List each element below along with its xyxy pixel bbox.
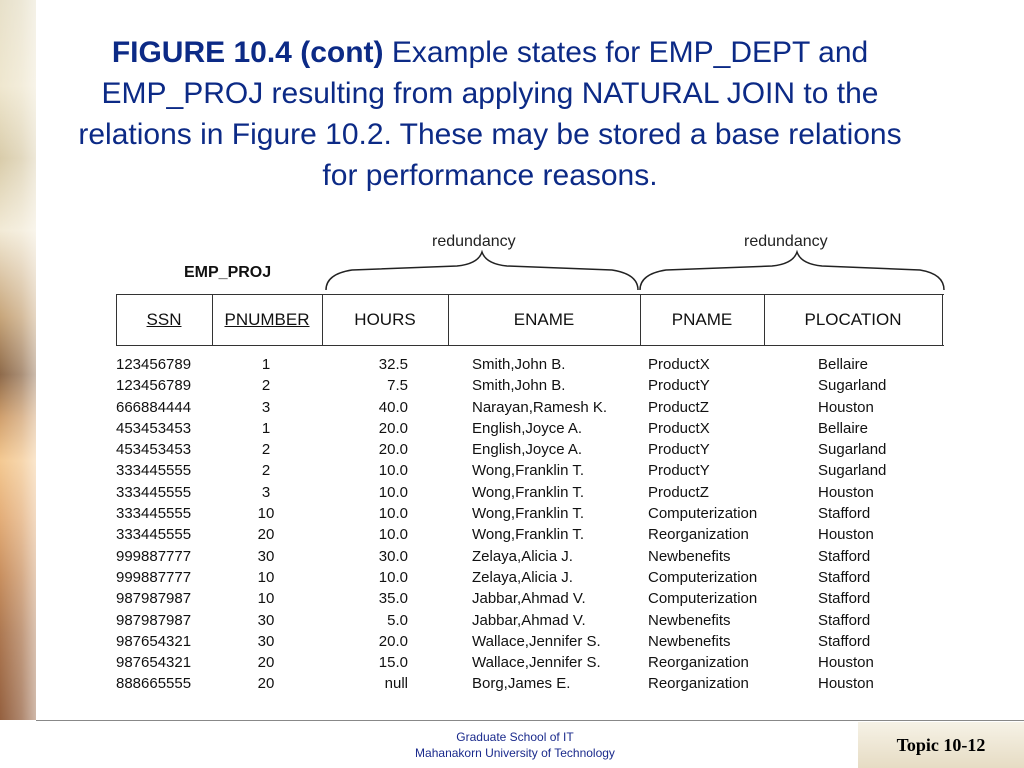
cell-ssn: 987654321 xyxy=(116,654,192,672)
cell-ssn: 999887777 xyxy=(116,547,192,565)
redundancy-label-right: redundancy xyxy=(744,233,828,250)
cell-ename: Narayan,Ramesh K. xyxy=(472,398,608,416)
cell-pnumber: 10 xyxy=(257,505,275,523)
cell-plocation: Stafford xyxy=(818,547,871,565)
cell-ename: English,Joyce A. xyxy=(472,419,583,437)
table-body xyxy=(112,354,952,695)
cell-ssn: 333445555 xyxy=(116,526,192,544)
table-row xyxy=(112,397,952,418)
cell-pname: Computerization xyxy=(648,590,758,608)
cell-plocation: Stafford xyxy=(818,611,871,629)
cell-hours: 7.5 xyxy=(387,377,408,395)
cell-hours: null xyxy=(384,675,408,693)
cell-pname: Reorganization xyxy=(648,654,749,672)
cell-ssn: 888665555 xyxy=(116,675,192,693)
column-header-ssn: SSN xyxy=(146,310,182,329)
cell-pnumber: 30 xyxy=(257,632,275,650)
cell-hours: 30.0 xyxy=(378,547,408,565)
cell-pnumber: 10 xyxy=(257,568,275,586)
cell-pnumber: 1 xyxy=(261,419,271,437)
cell-hours: 10.0 xyxy=(378,483,408,501)
column-header-ename: ENAME xyxy=(513,310,575,329)
cell-hours: 20.0 xyxy=(378,441,408,459)
cell-ename: Jabbar,Ahmad V. xyxy=(472,611,586,629)
table-row xyxy=(112,631,952,652)
cell-pname: Computerization xyxy=(648,505,758,523)
cell-pnumber: 20 xyxy=(257,654,275,672)
table-row xyxy=(112,482,952,503)
table-row xyxy=(112,567,952,588)
figure-label: FIGURE 10.4 (cont) xyxy=(111,36,384,69)
cell-pnumber: 10 xyxy=(257,590,275,608)
footer-divider xyxy=(36,720,1024,721)
table-row xyxy=(112,375,952,396)
cell-pname: Newbenefits xyxy=(648,547,731,565)
column-header-pname: PNAME xyxy=(671,310,733,329)
cell-plocation: Stafford xyxy=(818,632,871,650)
cell-hours: 35.0 xyxy=(378,590,408,608)
table-row xyxy=(112,460,952,481)
cell-ename: Zelaya,Alicia J. xyxy=(472,547,573,565)
cell-ssn: 666884444 xyxy=(116,398,192,416)
cell-pname: ProductY xyxy=(648,377,710,395)
cell-ename: Jabbar,Ahmad V. xyxy=(472,590,586,608)
cell-pnumber: 3 xyxy=(261,483,271,501)
cell-plocation: Houston xyxy=(818,398,874,416)
table-row xyxy=(112,546,952,567)
table-row xyxy=(112,418,952,439)
cell-ename: Zelaya,Alicia J. xyxy=(472,568,573,586)
cell-hours: 10.0 xyxy=(378,505,408,523)
cell-ssn: 123456789 xyxy=(116,377,192,395)
cell-pnumber: 1 xyxy=(261,356,271,373)
cell-ssn: 453453453 xyxy=(116,441,192,459)
cell-plocation: Houston xyxy=(818,675,874,693)
cell-plocation: Stafford xyxy=(818,568,871,586)
cell-plocation: Bellaire xyxy=(818,356,869,373)
cell-ssn: 123456789 xyxy=(116,356,192,373)
cell-ssn: 333445555 xyxy=(116,462,192,480)
cell-ssn: 333445555 xyxy=(116,505,192,523)
cell-ssn: 999887777 xyxy=(116,568,192,586)
cell-ename: Wong,Franklin T. xyxy=(472,526,584,544)
cell-pname: Computerization xyxy=(648,568,758,586)
cell-ename: English,Joyce A. xyxy=(472,441,583,459)
cell-hours: 20.0 xyxy=(378,419,408,437)
cell-plocation: Sugarland xyxy=(818,462,887,480)
cell-ename: Wong,Franklin T. xyxy=(472,462,584,480)
cell-plocation: Stafford xyxy=(818,590,871,608)
table-row xyxy=(112,588,952,609)
cell-plocation: Houston xyxy=(818,483,874,501)
cell-pnumber: 30 xyxy=(257,611,275,629)
table-row xyxy=(112,652,952,673)
cell-ename: Borg,James E. xyxy=(472,675,571,693)
cell-plocation: Sugarland xyxy=(818,377,887,395)
cell-pname: Reorganization xyxy=(648,675,749,693)
cell-ename: Wong,Franklin T. xyxy=(472,505,584,523)
cell-ssn: 987654321 xyxy=(116,632,192,650)
relation-name: EMP_PROJ xyxy=(184,264,272,281)
cell-hours: 10.0 xyxy=(378,462,408,480)
topic-badge: Topic 10-12 xyxy=(858,722,1024,768)
cell-pname: ProductY xyxy=(648,441,710,459)
cell-pnumber: 20 xyxy=(257,675,275,693)
slide-title xyxy=(60,32,920,196)
cell-ssn: 987987987 xyxy=(116,611,192,629)
redundancy-brace-left xyxy=(326,252,638,290)
cell-plocation: Houston xyxy=(818,526,874,544)
cell-hours: 32.5 xyxy=(378,356,408,373)
cell-ename: Wallace,Jennifer S. xyxy=(472,654,601,672)
cell-pname: Newbenefits xyxy=(648,611,731,629)
cell-pname: ProductY xyxy=(648,462,710,480)
decorative-side-image xyxy=(0,0,36,720)
cell-plocation: Bellaire xyxy=(818,419,869,437)
footer-school: Graduate School of IT xyxy=(456,730,574,744)
redundancy-brace-right xyxy=(640,252,944,290)
footer xyxy=(300,729,730,761)
cell-plocation: Sugarland xyxy=(818,441,887,459)
cell-pnumber: 20 xyxy=(257,526,275,544)
cell-ssn: 987987987 xyxy=(116,590,192,608)
table-row xyxy=(112,673,952,694)
cell-ename: Wallace,Jennifer S. xyxy=(472,632,601,650)
cell-pname: ProductZ xyxy=(648,398,709,416)
cell-pnumber: 2 xyxy=(261,441,271,459)
cell-pname: ProductZ xyxy=(648,483,709,501)
cell-hours: 5.0 xyxy=(387,611,408,629)
cell-ename: Smith,John B. xyxy=(472,377,566,395)
cell-pname: ProductX xyxy=(648,356,710,373)
table-row xyxy=(112,439,952,460)
cell-ssn: 333445555 xyxy=(116,483,192,501)
cell-pname: Newbenefits xyxy=(648,632,731,650)
table-header xyxy=(116,294,944,346)
cell-plocation: Houston xyxy=(818,654,874,672)
cell-pnumber: 2 xyxy=(261,377,271,395)
redundancy-label-left: redundancy xyxy=(432,233,516,250)
cell-hours: 20.0 xyxy=(378,632,408,650)
table-row xyxy=(112,354,952,375)
cell-hours: 10.0 xyxy=(378,526,408,544)
cell-pnumber: 2 xyxy=(261,462,271,480)
cell-pnumber: 3 xyxy=(261,398,271,416)
figure-caption: Example states for EMP_DEPT and EMP_PROJ resulting from applying NATURAL JOIN to the relations in Figure 10.2. These may be stored a base relations for performance reasons. xyxy=(78,36,902,192)
table-row xyxy=(112,503,952,524)
column-header-plocation: PLOCATION xyxy=(804,310,902,329)
table-row xyxy=(112,610,952,631)
cell-hours: 40.0 xyxy=(378,398,408,416)
emp-proj-figure xyxy=(112,226,952,706)
cell-pnumber: 30 xyxy=(257,547,275,565)
cell-ssn: 453453453 xyxy=(116,419,192,437)
cell-plocation: Stafford xyxy=(818,505,871,523)
column-header-pnumber: PNUMBER xyxy=(224,310,310,329)
footer-university: Mahanakorn University of Technology xyxy=(415,746,615,760)
cell-pname: Reorganization xyxy=(648,526,749,544)
cell-ename: Smith,John B. xyxy=(472,356,566,373)
table-row xyxy=(112,524,952,545)
cell-hours: 10.0 xyxy=(378,568,408,586)
cell-pname: ProductX xyxy=(648,419,710,437)
cell-hours: 15.0 xyxy=(378,654,408,672)
cell-ename: Wong,Franklin T. xyxy=(472,483,584,501)
column-header-hours: HOURS xyxy=(354,310,416,329)
